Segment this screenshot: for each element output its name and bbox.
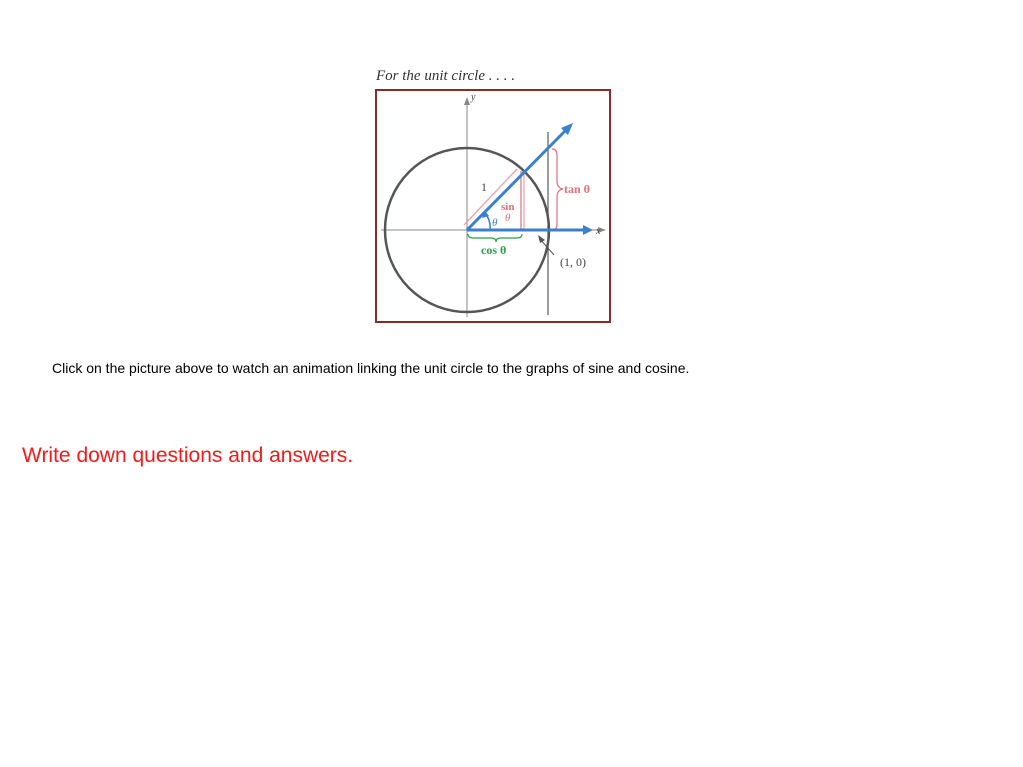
- figure-frame: [376, 90, 610, 322]
- x-axis-label: x: [596, 226, 601, 237]
- point-label: (1, 0): [560, 255, 586, 269]
- animation-caption: Click on the picture above to watch an animation linking the unit circle to the graphs of sine and cosine.: [52, 360, 690, 376]
- y-axis-label: y: [471, 92, 476, 103]
- instruction-note: Write down questions and answers.: [22, 444, 354, 467]
- cos-label: cos θ: [481, 243, 507, 257]
- radius-label: 1: [481, 180, 487, 194]
- unit-circle-diagram-link[interactable]: [375, 89, 612, 325]
- figure-title: For the unit circle . . . .: [376, 68, 515, 84]
- angle-label: θ: [492, 217, 498, 229]
- tan-label: tan θ: [564, 182, 590, 196]
- sin-label: sin: [501, 201, 515, 213]
- unit-circle-diagram: [375, 89, 612, 325]
- sin-theta-label: θ: [505, 212, 511, 224]
